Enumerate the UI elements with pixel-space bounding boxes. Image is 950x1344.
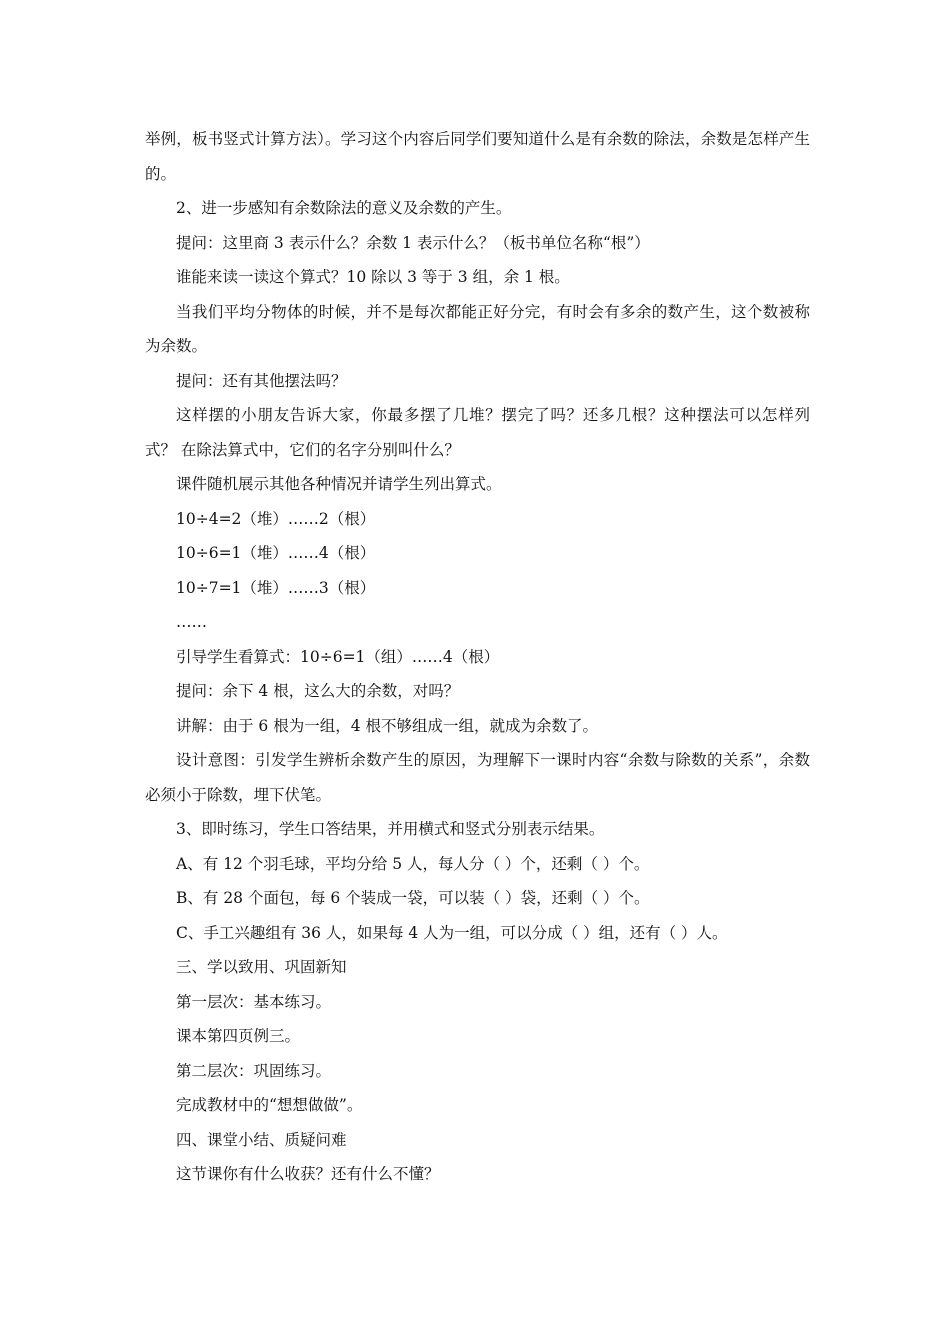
paragraph: 提问：还有其他摆法吗？ [176,371,347,390]
exercise-c: C、手工兴趣组有 36 人，如果每 4 人为一组，可以分成（ ）组，还有（ ）人。 [176,923,728,942]
paragraph: 这样摆的小朋友告诉大家，你最多摆了几堆？摆完了吗？还多几根？这种摆法可以怎样列式？ 在除法算式中，它们的名字分别叫什么？ [145,406,810,459]
paragraph: 当我们平均分物体的时候，并不是每次都能正好分完，有时会有多余的数产生，这个数被称为余数。 [145,302,810,355]
paragraph-heading-3: 3、即时练习，学生口答结果，并用横式和竖式分别表示结果。 [176,820,605,838]
paragraph: 课件随机展示其他各种情况并请学生列出算式。 [176,475,502,493]
equation-line: 10÷6=1（堆）……4（根） [176,544,376,562]
equation-line: 10÷7=1（堆）……3（根） [176,578,376,597]
paragraph: 课本第四页例三。 [176,1027,301,1045]
exercise-b: B、有 28 个面包，每 6 个装成一袋，可以装（ ）袋，还剩（ ）个。 [176,889,650,907]
exercise-a: A、有 12 个羽毛球，平均分给 5 人，每人分（ ）个，还剩（ ）个。 [176,854,650,873]
paragraph: 谁能来读一读这个算式？10 除以 3 等于 3 组，余 1 根。 [176,268,570,286]
paragraph: 完成教材中的“想想做做”。 [176,1096,363,1114]
ellipsis-line: …… [176,613,207,631]
paragraph-continued: 举例，板书竖式计算方法）。学习这个内容后同学们要知道什么是有余数的除法，余数是怎样产生的。 [145,130,810,183]
document-body [145,122,810,1192]
equation-line: 10÷4=2（堆）……2（根） [176,509,376,528]
paragraph: 第二层次：巩固练习。 [176,1061,332,1080]
paragraph-design-intent: 设计意图：引发学生辨析余数产生的原因，为理解下一课时内容“余数与除数的关系”，余数必须小于除数，埋下伏笔。 [145,751,810,804]
paragraph: 提问：这里商 3 表示什么？余数 1 表示什么？（板书单位名称“根”） [176,233,650,252]
section-heading-4: 四、课堂小结、质疑问难 [176,1130,347,1149]
paragraph: 提问：余下 4 根，这么大的余数，对吗？ [176,682,460,700]
paragraph: 这节课你有什么收获？还有什么不懂？ [176,1165,440,1183]
paragraph: 引导学生看算式：10÷6=1（组）……4（根） [176,647,500,666]
paragraph: 第一层次：基本练习。 [176,992,332,1011]
paragraph-heading-2: 2、进一步感知有余数除法的意义及余数的产生。 [176,199,512,217]
paragraph: 讲解：由于 6 根为一组，4 根不够组成一组，就成为余数了。 [176,716,599,735]
section-heading-3: 三、学以致用、巩固新知 [176,958,347,976]
